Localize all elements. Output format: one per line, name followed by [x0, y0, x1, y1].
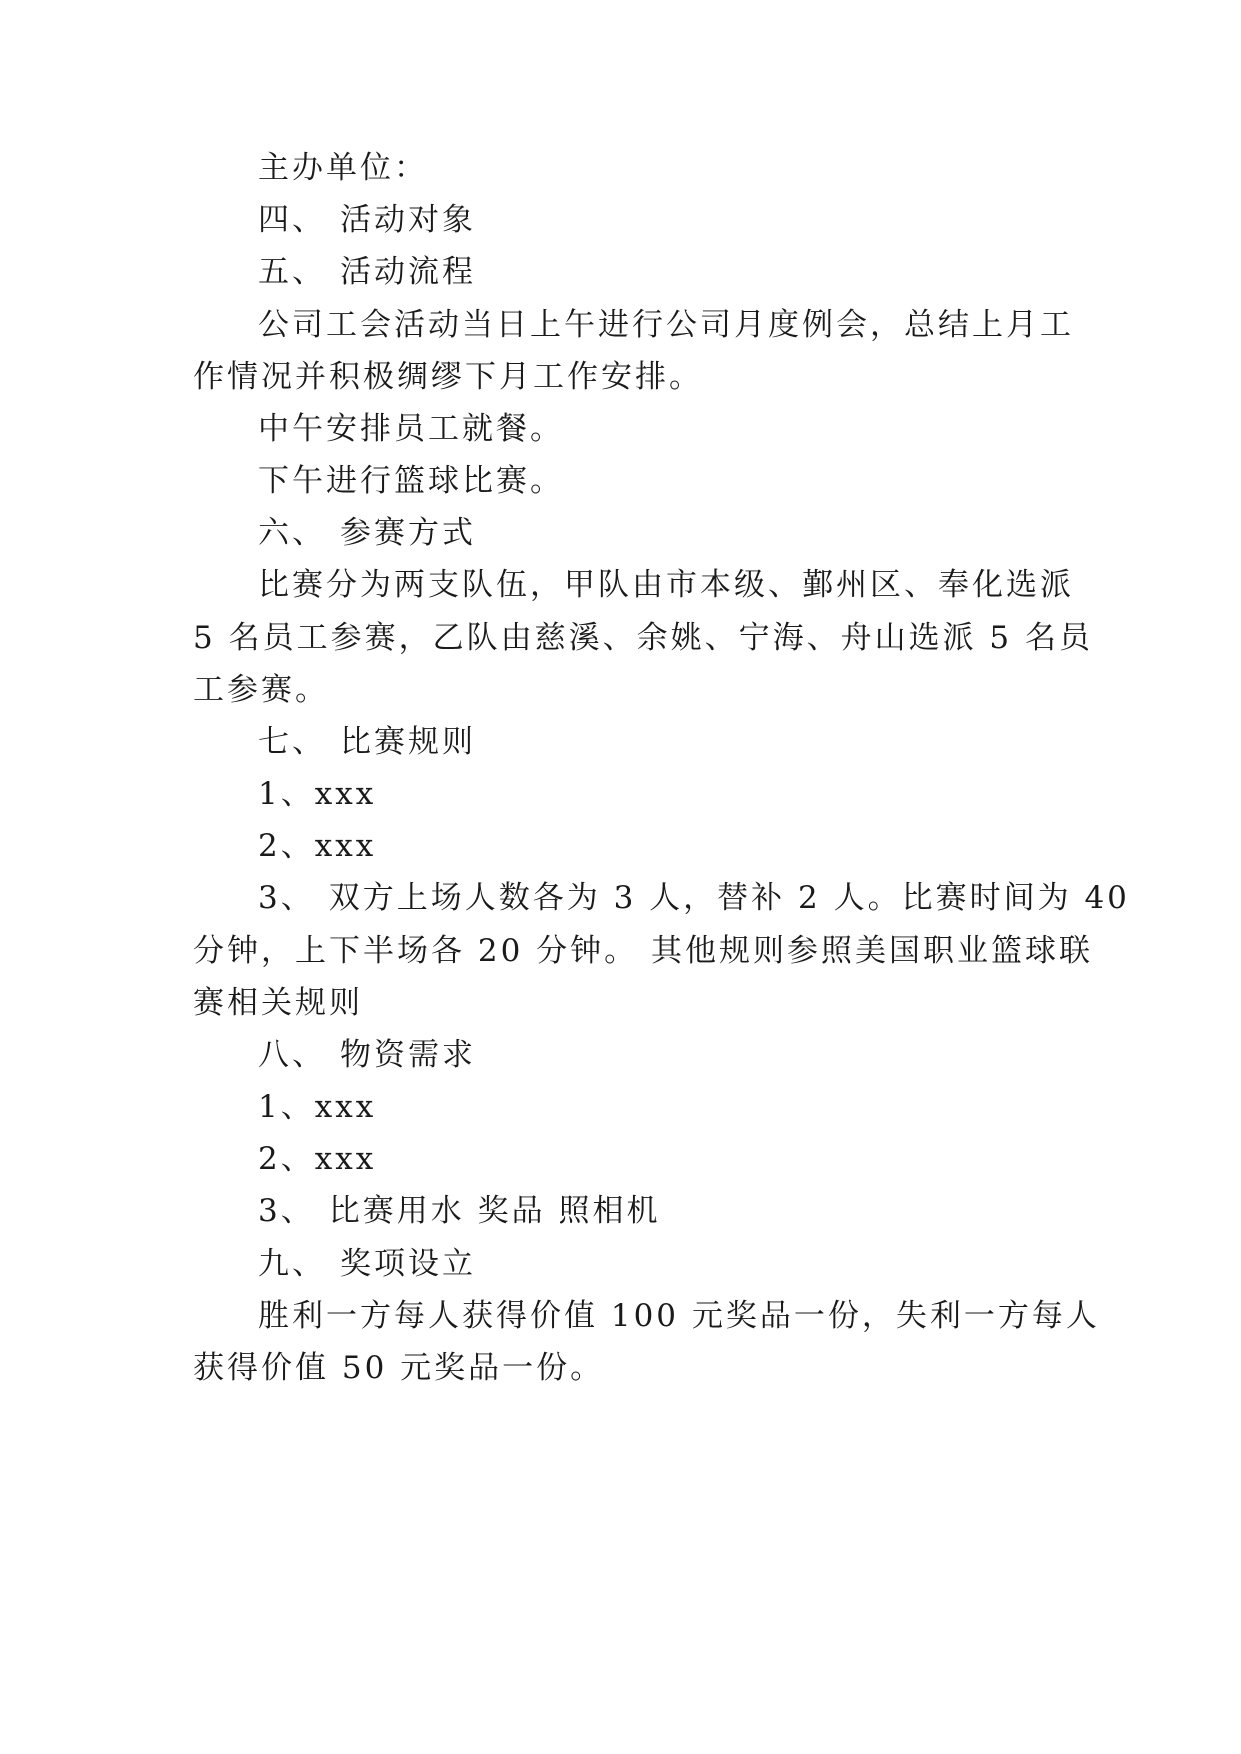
paragraph-line: 作情况并积极绸缪下月工作安排。: [193, 359, 703, 395]
section-six-heading: 六、 参赛方式: [258, 515, 476, 551]
list-item: 2、xxx: [258, 1141, 377, 1177]
paragraph-line: 比赛分为两支队伍，甲队由市本级、鄞州区、奉化选派: [258, 567, 1074, 603]
paragraph-line: 分钟，上下半场各 20 分钟。 其他规则参照美国职业篮球联: [193, 933, 1094, 969]
section-eight-heading: 八、 物资需求: [258, 1037, 476, 1073]
section-nine-heading: 九、 奖项设立: [258, 1246, 476, 1282]
section-four-heading: 四、 活动对象: [258, 202, 476, 238]
section-five-heading: 五、 活动流程: [258, 254, 476, 290]
section-seven-heading: 七、 比赛规则: [258, 724, 476, 760]
paragraph-line: 下午进行篮球比赛。: [258, 463, 564, 499]
paragraph-line: 获得价值 50 元奖品一份。: [193, 1350, 605, 1386]
paragraph-line: 赛相关规则: [193, 985, 363, 1021]
paragraph-line: 公司工会活动当日上午进行公司月度例会，总结上月工: [258, 307, 1074, 343]
list-item: 3、 比赛用水 奖品 照相机: [258, 1193, 661, 1229]
paragraph-line: 5 名员工参赛，乙队由慈溪、余姚、宁海、舟山选派 5 名员: [193, 620, 1094, 656]
list-item: 1、xxx: [258, 776, 377, 812]
organizer-line: 主办单位：: [258, 150, 428, 186]
list-item: 2、xxx: [258, 828, 377, 864]
list-item: 3、 双方上场人数各为 3 人，替补 2 人。比赛时间为 40: [258, 880, 1130, 916]
paragraph-line: 工参赛。: [193, 672, 329, 708]
paragraph-line: 胜利一方每人获得价值 100 元奖品一份，失利一方每人: [258, 1298, 1100, 1334]
paragraph-line: 中午安排员工就餐。: [258, 411, 564, 447]
list-item: 1、xxx: [258, 1089, 377, 1125]
